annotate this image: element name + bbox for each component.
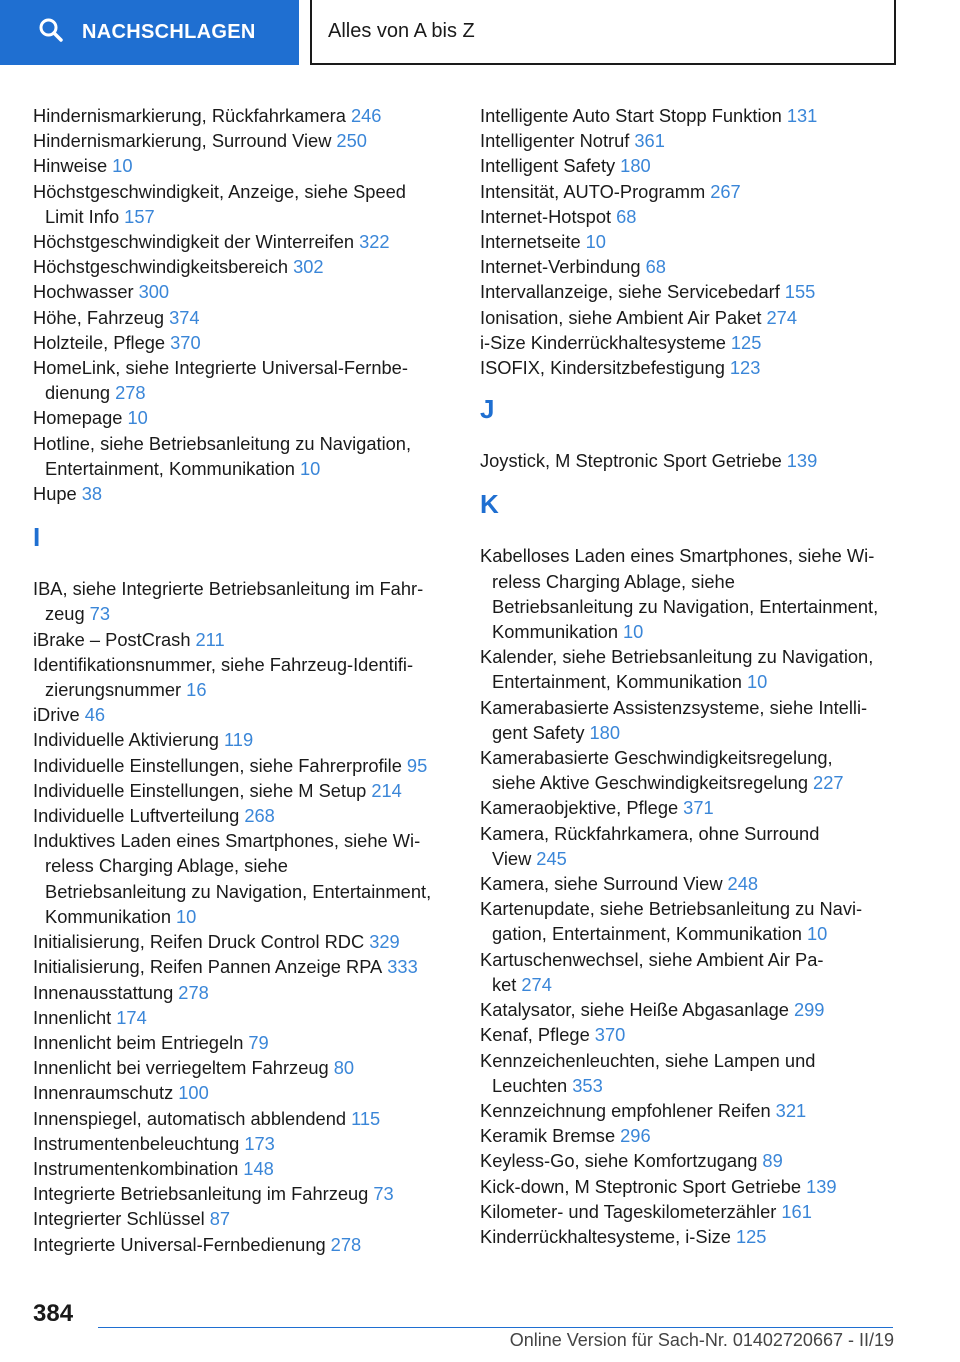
index-entry-text: Katalysator, siehe Heiße Abgasanlage bbox=[480, 999, 789, 1021]
index-entry-text: Initialisierung, Reifen Druck Control RDC bbox=[33, 931, 365, 953]
index-entry bbox=[480, 103, 900, 128]
index-entry bbox=[33, 1156, 453, 1181]
page-reference-link[interactable]: 180 bbox=[589, 721, 621, 743]
page-reference-link[interactable]: 161 bbox=[781, 1200, 812, 1222]
index-entry-text: Initialisierung, Reifen Pannen Anzeige RPA bbox=[33, 956, 383, 978]
index-entry-text: i-Size Kinderrückhaltesysteme bbox=[480, 331, 726, 353]
index-entry bbox=[480, 279, 900, 304]
index-entry-text: Homepage bbox=[33, 407, 123, 429]
page-reference-link[interactable]: 79 bbox=[248, 1031, 269, 1053]
page-reference-link[interactable]: 278 bbox=[178, 981, 209, 1003]
index-entry-text: Kameraobjektive, Pflege bbox=[480, 797, 679, 819]
page-reference-link[interactable]: 89 bbox=[762, 1150, 783, 1172]
index-entry-text: Kamerabasierte Geschwindigkeitsregelung, bbox=[480, 747, 833, 769]
index-entry-text: Innenlicht bei verriegeltem Fahrzeug bbox=[33, 1057, 329, 1079]
index-entry bbox=[480, 1224, 900, 1249]
index-entry-text: Limit Info bbox=[45, 205, 120, 227]
page-reference-link[interactable]: 329 bbox=[369, 931, 400, 953]
page-reference-link[interactable]: 125 bbox=[735, 1225, 767, 1247]
index-entry-text: Internetseite bbox=[480, 231, 581, 253]
index-entry bbox=[480, 1148, 900, 1173]
index-entry-text: Entertainment, Kommunikation bbox=[492, 671, 742, 693]
page-reference-link[interactable]: 322 bbox=[359, 231, 390, 253]
page-reference-link[interactable]: 371 bbox=[683, 797, 714, 819]
page-reference-link[interactable]: 353 bbox=[572, 1074, 603, 1096]
section-label: NACHSCHLAGEN bbox=[82, 21, 256, 43]
page-reference-link[interactable]: 174 bbox=[116, 1006, 147, 1028]
page-reference-link[interactable]: 123 bbox=[729, 357, 761, 379]
index-entry-text: Intensität, AUTO-Programm bbox=[480, 180, 706, 202]
index-entry bbox=[33, 1106, 453, 1131]
index-entry bbox=[480, 871, 900, 896]
page-reference-link[interactable]: 73 bbox=[373, 1183, 394, 1205]
index-entry bbox=[33, 128, 453, 153]
index-entry-text: View bbox=[492, 847, 532, 869]
index-entry-text: ISOFIX, Kindersitzbefestigung bbox=[480, 357, 725, 379]
index-entry-text: gation, Entertainment, Kommunikation bbox=[492, 923, 802, 945]
index-entry-text: Kommunikation bbox=[45, 905, 171, 927]
index-entry-text: Kartenupdate, siehe Betriebsanleitung zu Navi- bbox=[480, 898, 863, 920]
index-entry bbox=[33, 1055, 453, 1080]
index-entry-text: iBrake – PostCrash bbox=[33, 628, 191, 650]
index-entry bbox=[480, 821, 900, 871]
index-entry-text: Kamera, Rückfahrkamera, ohne Surround bbox=[480, 822, 820, 844]
index-entry bbox=[33, 627, 453, 652]
index-entry-text: Individuelle Aktivierung bbox=[33, 729, 219, 751]
index-group-h bbox=[33, 103, 453, 506]
page-reference-link[interactable]: 80 bbox=[333, 1057, 355, 1079]
index-entry bbox=[33, 431, 453, 481]
page-reference-link[interactable]: 250 bbox=[336, 130, 367, 152]
index-entry-text: Innenlicht bbox=[33, 1006, 112, 1028]
page-reference-link[interactable]: 125 bbox=[730, 331, 762, 353]
page-reference-link[interactable]: 274 bbox=[521, 973, 552, 995]
index-entry bbox=[33, 980, 453, 1005]
page-reference-link[interactable]: 296 bbox=[620, 1125, 651, 1147]
index-entry-text: Internet-Hotspot bbox=[480, 205, 612, 227]
index-entry bbox=[480, 448, 900, 473]
index-entry-text: Hotline, siehe Betriebsanleitung zu Navigation, bbox=[33, 432, 412, 454]
page-reference-link[interactable]: 333 bbox=[387, 956, 418, 978]
index-entry-text: Individuelle Luftverteilung bbox=[33, 805, 240, 827]
index-entry bbox=[33, 330, 453, 355]
index-entry bbox=[33, 103, 453, 128]
page-reference-link[interactable]: 139 bbox=[786, 450, 818, 472]
page-reference-link[interactable]: 173 bbox=[244, 1132, 275, 1154]
index-entry bbox=[33, 355, 453, 405]
index-entry bbox=[480, 179, 900, 204]
index-entry bbox=[33, 1232, 453, 1257]
index-entry bbox=[480, 153, 900, 178]
page-reference-link[interactable]: 245 bbox=[536, 847, 567, 869]
index-entry bbox=[33, 828, 453, 929]
index-entry bbox=[480, 254, 900, 279]
index-entry-text: Kilometer- und Tageskilometerzähler bbox=[480, 1200, 777, 1222]
page-reference-link[interactable]: 302 bbox=[293, 256, 324, 278]
index-entry-text: Instrumentenkombination bbox=[33, 1157, 239, 1179]
index-group-i-continued bbox=[480, 103, 900, 380]
page-reference-link[interactable]: 246 bbox=[350, 105, 382, 126]
index-entry-text: Ionisation, siehe Ambient Air Paket bbox=[480, 306, 762, 328]
index-entry bbox=[480, 229, 900, 254]
page-reference-link[interactable]: 180 bbox=[620, 155, 651, 177]
index-entry-text: Betriebsanleitung zu Navigation, Entertainment, bbox=[45, 880, 432, 902]
index-entry-text: Integrierter Schlüssel bbox=[33, 1208, 205, 1230]
page-reference-link[interactable]: 321 bbox=[775, 1099, 807, 1121]
page-reference-link[interactable]: 155 bbox=[784, 281, 816, 303]
letter-heading-k: K bbox=[480, 489, 499, 520]
page-reference-link[interactable]: 278 bbox=[115, 382, 146, 404]
index-entry-text: ket bbox=[492, 973, 517, 995]
page-reference-link[interactable]: 361 bbox=[634, 130, 665, 152]
page-reference-link[interactable]: 248 bbox=[727, 873, 759, 895]
index-entry-text: gent Safety bbox=[492, 721, 585, 743]
index-entry bbox=[480, 997, 900, 1022]
index-entry-text: Intelligent Safety bbox=[480, 155, 616, 177]
index-entry bbox=[33, 576, 453, 626]
section-tab-nachschlagen[interactable] bbox=[0, 0, 299, 65]
index-entry bbox=[480, 695, 900, 745]
index-entry-text: Hinweise bbox=[33, 155, 108, 177]
index-entry-text: Individuelle Einstellungen, siehe M Setup bbox=[33, 779, 367, 801]
index-entry bbox=[33, 305, 453, 330]
index-entry-text: Intelligente Auto Start Stopp Funktion bbox=[480, 105, 782, 126]
index-entry-text: Intervallanzeige, siehe Servicebedarf bbox=[480, 281, 780, 303]
index-entry bbox=[33, 727, 453, 752]
index-entry bbox=[480, 1123, 900, 1148]
index-entry-text: Kabelloses Laden eines Smartphones, siehe Wi- bbox=[480, 545, 875, 567]
index-entry bbox=[33, 405, 453, 430]
footer-divider bbox=[98, 1327, 893, 1328]
index-entry bbox=[33, 1030, 453, 1055]
index-entry-text: Hochwasser bbox=[33, 281, 134, 303]
index-entry bbox=[480, 1098, 900, 1123]
index-group-j bbox=[480, 448, 900, 473]
index-entry-text: Kommunikation bbox=[492, 621, 618, 643]
index-entry bbox=[33, 254, 453, 279]
index-entry-text: Innenspiegel, automatisch abblendend bbox=[33, 1107, 347, 1129]
page-reference-link[interactable]: 10 bbox=[299, 457, 321, 479]
index-entry-text: Innenausstattung bbox=[33, 981, 174, 1003]
page-reference-link[interactable]: 73 bbox=[89, 603, 110, 625]
page-reference-link[interactable]: 211 bbox=[195, 628, 225, 650]
page-reference-link[interactable]: 87 bbox=[209, 1208, 231, 1230]
index-group-k bbox=[480, 543, 900, 1249]
index-entry-text: siehe Aktive Geschwindigkeitsregelung bbox=[492, 772, 809, 794]
index-entry-text: Induktives Laden eines Smartphones, siehe Wi- bbox=[33, 830, 421, 852]
page-reference-link[interactable]: 10 bbox=[585, 231, 606, 253]
index-entry bbox=[480, 745, 900, 795]
index-entry-text: zeug bbox=[45, 603, 85, 625]
index-entry bbox=[33, 1131, 453, 1156]
index-entry bbox=[33, 179, 453, 229]
page-reference-link[interactable]: 10 bbox=[623, 621, 644, 643]
index-entry bbox=[33, 1080, 453, 1105]
index-entry bbox=[480, 330, 900, 355]
index-entry-text: Hindernismarkierung, Surround View bbox=[33, 130, 332, 152]
index-entry-text: Identifikationsnummer, siehe Fahrzeug-Identifi- bbox=[33, 653, 414, 675]
index-entry bbox=[480, 1199, 900, 1224]
index-entry-text: Kenaf, Pflege bbox=[480, 1024, 590, 1046]
index-entry bbox=[33, 929, 453, 954]
breadcrumb[interactable] bbox=[310, 0, 896, 65]
index-entry bbox=[480, 543, 900, 644]
index-entry-text: Innenlicht beim Entriegeln bbox=[33, 1031, 244, 1053]
page-reference-link[interactable]: 10 bbox=[746, 671, 768, 693]
index-entry-text: HomeLink, siehe Integrierte Universal-Fernbe- bbox=[33, 357, 408, 379]
page-reference-link[interactable]: 374 bbox=[169, 306, 200, 328]
page-reference-link[interactable]: 139 bbox=[806, 1175, 837, 1197]
index-group-i bbox=[33, 576, 453, 1256]
index-entry-text: Internet-Verbindung bbox=[480, 256, 641, 278]
page-reference-link[interactable]: 10 bbox=[112, 155, 133, 177]
index-entry-text: Innenraumschutz bbox=[33, 1082, 174, 1104]
letter-heading-j: J bbox=[480, 394, 495, 425]
page-number: 384 bbox=[33, 1300, 74, 1327]
index-entry-text: Kartuschenwechsel, siehe Ambient Air Pa- bbox=[480, 948, 824, 970]
index-entry bbox=[33, 279, 453, 304]
page-reference-link[interactable]: 119 bbox=[223, 729, 254, 751]
index-entry bbox=[33, 778, 453, 803]
index-entry bbox=[33, 1206, 453, 1231]
index-entry-text: iDrive bbox=[33, 704, 80, 726]
page-reference-link[interactable]: 100 bbox=[178, 1082, 209, 1104]
page-reference-link[interactable]: 16 bbox=[186, 679, 207, 701]
page-reference-link[interactable]: 10 bbox=[127, 407, 148, 429]
index-entry-text: reless Charging Ablage, siehe bbox=[45, 855, 288, 877]
page-reference-link[interactable]: 148 bbox=[243, 1157, 274, 1179]
search-icon bbox=[38, 17, 64, 48]
page-reference-link[interactable]: 267 bbox=[710, 180, 741, 202]
index-entry bbox=[480, 795, 900, 820]
index-entry bbox=[480, 947, 900, 997]
index-entry-text: Höhe, Fahrzeug bbox=[33, 306, 165, 328]
page-reference-link[interactable]: 157 bbox=[124, 205, 155, 227]
page-reference-link[interactable]: 68 bbox=[645, 256, 666, 278]
page-reference-link[interactable]: 300 bbox=[138, 281, 170, 303]
page-reference-link[interactable]: 38 bbox=[81, 483, 103, 505]
index-entry-text: Keyless-Go, siehe Komfortzugang bbox=[480, 1150, 758, 1172]
index-entry-text: Kamera, siehe Surround View bbox=[480, 873, 723, 895]
index-entry bbox=[480, 305, 900, 330]
page-reference-link[interactable]: 268 bbox=[244, 805, 275, 827]
index-entry-text: Integrierte Universal-Fernbedienung bbox=[33, 1233, 326, 1255]
page-reference-link[interactable]: 274 bbox=[766, 306, 798, 328]
index-entry bbox=[33, 652, 453, 702]
online-version-note: Online Version für Sach-Nr. 01402720667 - II/19 bbox=[509, 1330, 894, 1350]
breadcrumb-label: Alles von A bis Z bbox=[328, 20, 475, 42]
index-entry-text: Kalender, siehe Betriebsanleitung zu Navigation, bbox=[480, 646, 874, 668]
page-reference-link[interactable]: 10 bbox=[806, 923, 828, 945]
index-entry-text: Holzteile, Pflege bbox=[33, 331, 166, 353]
index-entry bbox=[480, 1022, 900, 1047]
page-reference-link[interactable]: 115 bbox=[351, 1107, 381, 1129]
index-entry bbox=[33, 1005, 453, 1030]
index-entry bbox=[480, 1048, 900, 1098]
index-entry-text: Kick-down, M Steptronic Sport Getriebe bbox=[480, 1175, 802, 1197]
page-reference-link[interactable]: 68 bbox=[616, 205, 637, 227]
index-entry-text: Kennzeichenleuchten, siehe Lampen und bbox=[480, 1049, 816, 1071]
index-entry-text: Joystick, M Steptronic Sport Getriebe bbox=[480, 450, 782, 472]
page-reference-link[interactable]: 227 bbox=[813, 772, 844, 794]
index-entry-text: Höchstgeschwindigkeit der Winterreifen bbox=[33, 231, 355, 253]
index-entry-text: Höchstgeschwindigkeit, Anzeige, siehe Speed bbox=[33, 180, 406, 202]
index-entry bbox=[480, 355, 900, 380]
page-reference-link[interactable]: 10 bbox=[176, 905, 197, 927]
index-entry-text: Hupe bbox=[33, 483, 77, 505]
index-entry-text: Leuchten bbox=[492, 1074, 568, 1096]
page-reference-link[interactable]: 131 bbox=[786, 105, 818, 126]
index-entry-text: reless Charging Ablage, siehe bbox=[492, 570, 735, 592]
index-entry bbox=[33, 753, 453, 778]
index-entry-text: Keramik Bremse bbox=[480, 1125, 616, 1147]
index-column-right bbox=[480, 103, 900, 1249]
page-reference-link[interactable]: 278 bbox=[330, 1233, 362, 1255]
page-reference-link[interactable]: 370 bbox=[170, 331, 201, 353]
index-entry-text: Kennzeichnung empfohlener Reifen bbox=[480, 1099, 771, 1121]
index-entry-text: Individuelle Einstellungen, siehe Fahrerprofile bbox=[33, 754, 402, 776]
index-entry-text: Instrumentenbeleuchtung bbox=[33, 1132, 240, 1154]
index-entry-text: Betriebsanleitung zu Navigation, Entertainment, bbox=[492, 595, 879, 617]
index-entry bbox=[33, 1181, 453, 1206]
index-entry bbox=[480, 204, 900, 229]
index-entry-text: Kinderrückhaltesysteme, i-Size bbox=[480, 1225, 731, 1247]
index-entry-text: Höchstgeschwindigkeitsbereich bbox=[33, 256, 289, 278]
index-entry-text: Integrierte Betriebsanleitung im Fahrzeug bbox=[33, 1183, 369, 1205]
index-entry bbox=[480, 896, 900, 946]
index-entry-text: zierungsnummer bbox=[45, 679, 182, 701]
index-entry bbox=[33, 702, 453, 727]
index-entry-text: Kamerabasierte Assistenzsysteme, siehe Intelli- bbox=[480, 696, 868, 718]
index-entry bbox=[33, 229, 453, 254]
index-entry bbox=[480, 128, 900, 153]
index-entry-text: Entertainment, Kommunikation bbox=[45, 457, 295, 479]
index-entry bbox=[33, 954, 453, 979]
index-entry bbox=[33, 803, 453, 828]
index-entry-text: Hindernismarkierung, Rückfahrkamera bbox=[33, 105, 346, 126]
index-entry-text: dienung bbox=[45, 382, 111, 404]
page-reference-link[interactable]: 370 bbox=[594, 1024, 626, 1046]
page-reference-link[interactable]: 46 bbox=[84, 704, 106, 726]
index-entry bbox=[33, 153, 453, 178]
index-entry bbox=[33, 481, 453, 506]
page-reference-link[interactable]: 214 bbox=[371, 779, 402, 801]
page-reference-link[interactable]: 95 bbox=[406, 754, 428, 776]
index-entry bbox=[480, 1174, 900, 1199]
index-entry-text: Intelligenter Notruf bbox=[480, 130, 630, 152]
page-reference-link[interactable]: 299 bbox=[793, 999, 825, 1021]
index-entry-text: IBA, siehe Integrierte Betriebsanleitung im Fahr- bbox=[33, 578, 424, 600]
index-entry bbox=[480, 644, 900, 694]
index-column-left bbox=[33, 103, 453, 1257]
letter-heading-i: I bbox=[33, 522, 41, 553]
